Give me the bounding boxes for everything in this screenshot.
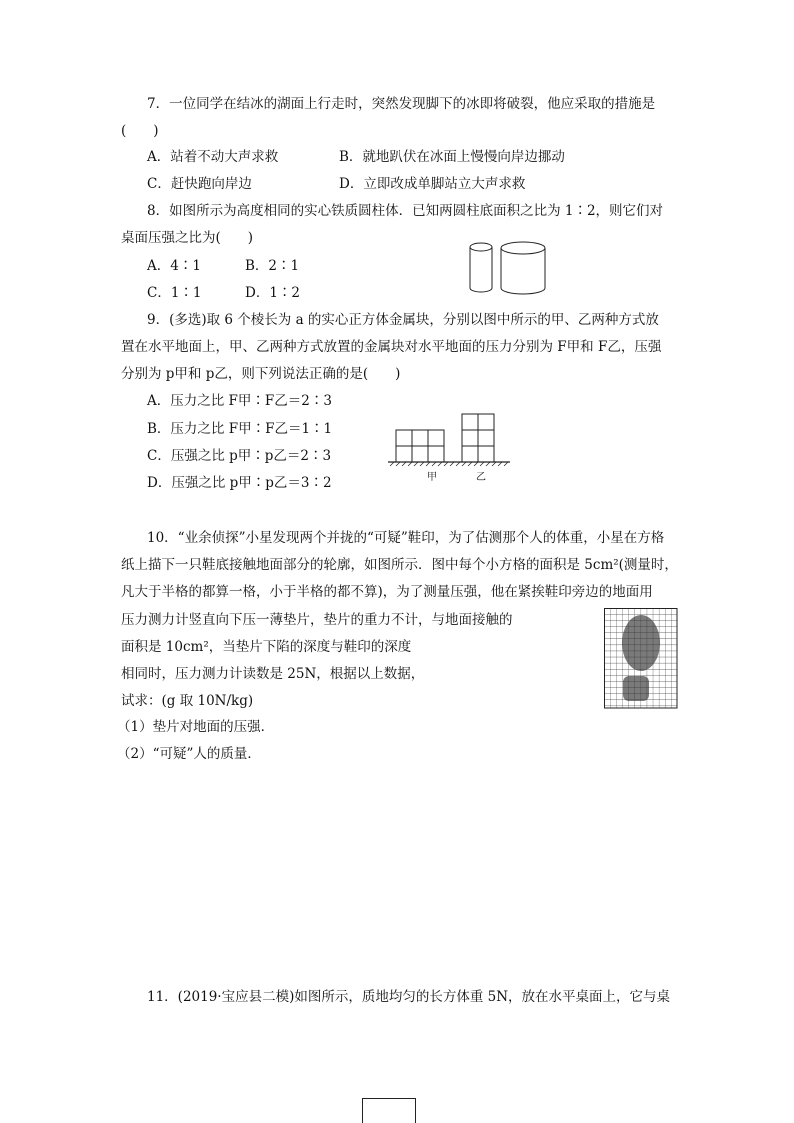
- q11-line1: 11．(2019·宝应县二模)如图所示，质地均匀的长方体重 5N，放在水平桌面上，它与桌: [147, 989, 671, 1005]
- q10-line3: 凡大于半格的都算一格，小于半格的都不算)，为了测量压强，他在紧挨鞋印旁边的地面用: [121, 584, 653, 600]
- q9-stem-line2: 置在水平地面上，甲、乙两种方式放置的金属块对水平地面的压力分别为 F甲和 F乙，压强: [121, 339, 662, 355]
- label-yi: 乙: [476, 472, 486, 483]
- q10-line1: 10．“业余侦探”小星发现两个并拢的“可疑”鞋印，为了估测那个人的体重，小星在方格: [147, 530, 665, 546]
- q7-option-b: B．就地趴伏在冰面上慢慢向岸边挪动: [339, 149, 565, 165]
- q7-option-c: C．赶快跑向岸边: [147, 176, 252, 192]
- q10-line4: 压力测力计竖直向下压一薄垫片，垫片的重力不计，与地面接触的: [121, 612, 513, 628]
- q8-stem-line2: 桌面压强之比为( ): [121, 230, 254, 246]
- q7-option-a: A．站着不动大声求救: [147, 149, 279, 165]
- q10-sub1: （1）垫片对地面的压强．: [117, 719, 275, 735]
- q7-stem-line2: ( ): [121, 123, 159, 139]
- shoeprint-grid-figure: [604, 608, 678, 709]
- q8-option-d: D．1∶2: [245, 285, 301, 301]
- q9-stem-line3: 分别为 p甲和 p乙，则下列说法正确的是( ): [121, 366, 401, 382]
- q9-stem-line1: 9．(多选)取 6 个棱长为 a 的实心正方体金属块，分别以图中所示的甲、乙两种方式放: [147, 312, 659, 328]
- q10-line7: 试求：(g 取 10N/kg): [121, 693, 254, 709]
- page-number-box: [362, 1098, 416, 1123]
- q9-option-c: C．压强之比 p甲∶p乙＝2∶3: [147, 448, 332, 464]
- q9-option-a: A．压力之比 F甲∶F乙＝2∶3: [147, 393, 332, 409]
- cylinders-figure: [462, 238, 552, 298]
- q7-stem-line1: 7．一位同学在结冰的湖面上行走时，突然发现脚下的冰即将破裂，他应采取的措施是: [147, 96, 656, 112]
- q10-line2: 纸上描下一只鞋底接触地面部分的轮廓，如图所示．图中每个小方格的面积是 5cm²(测量时，: [121, 557, 678, 573]
- q8-option-a: A．4∶1: [147, 258, 201, 274]
- q9-option-b: B．压力之比 F甲∶F乙＝1∶1: [147, 421, 333, 437]
- q8-stem-line1: 8．如图所示为高度相同的实心铁质圆柱体．已知两圆柱底面积之比为 1∶2，则它们对: [147, 203, 664, 219]
- q8-option-b: B．2∶1: [245, 258, 300, 274]
- q10-line5: 面积是 10cm²，当垫片下陷的深度与鞋印的深度: [121, 639, 412, 655]
- blocks-figure: [386, 410, 512, 472]
- q8-option-c: C．1∶1: [147, 285, 202, 301]
- q10-line6: 相同时，压力测力计读数是 25N，根据以上数据，: [121, 666, 425, 682]
- q7-option-d: D．立即改成单脚站立大声求救: [339, 176, 526, 192]
- q10-sub2: （2）“可疑”人的质量．: [117, 746, 261, 762]
- q9-option-d: D．压强之比 p甲∶p乙＝3∶2: [147, 475, 332, 491]
- label-jia: 甲: [427, 472, 437, 483]
